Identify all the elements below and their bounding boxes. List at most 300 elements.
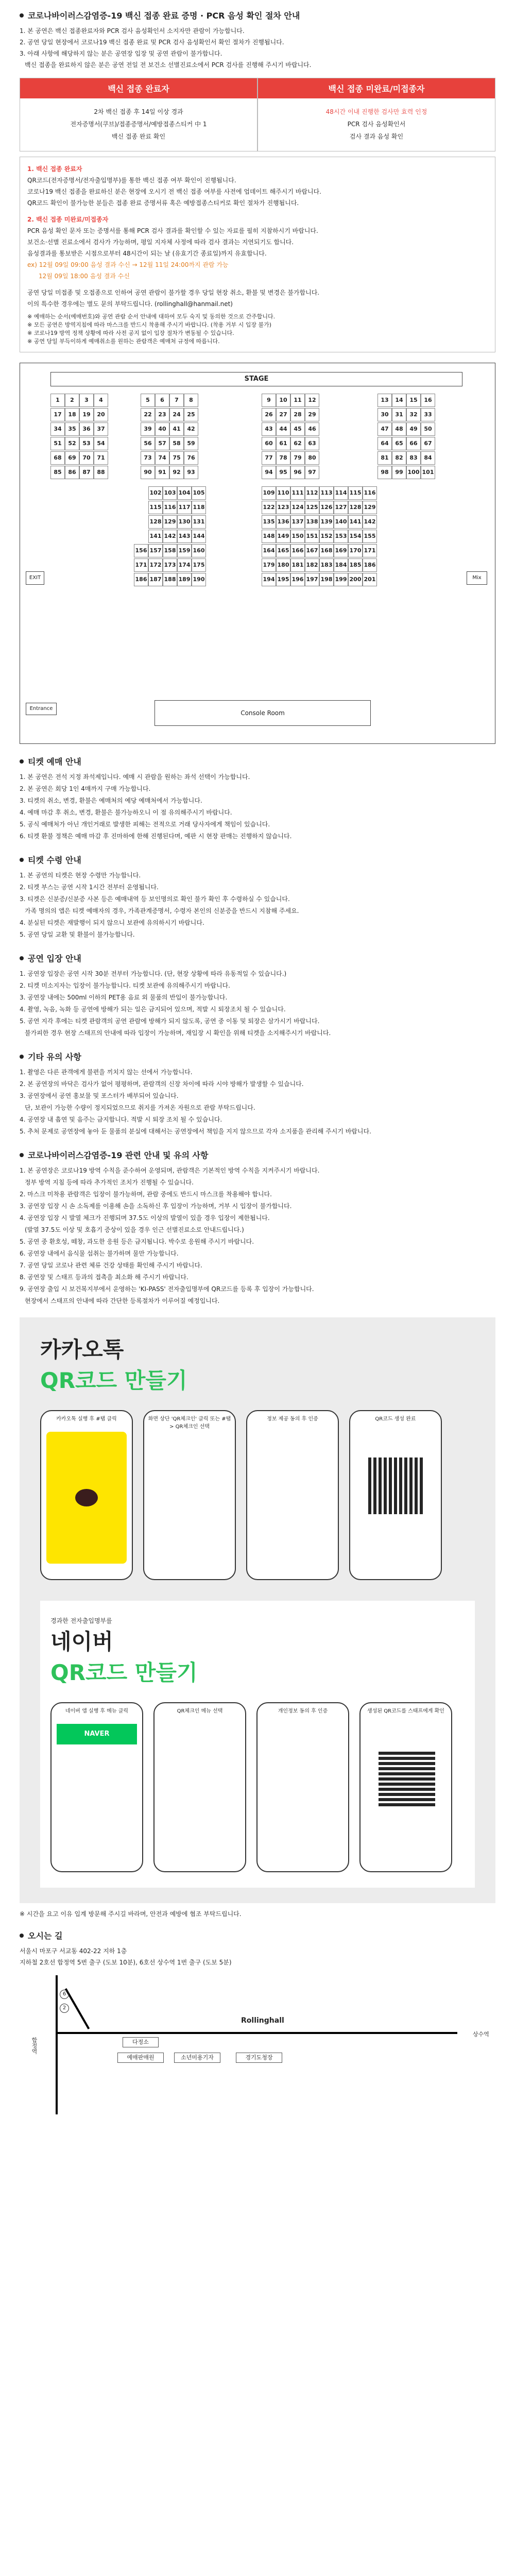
- seat-row: [262, 408, 319, 421]
- seat[interactable]: 24: [169, 408, 184, 421]
- seat-row: [262, 422, 319, 436]
- seat-row: [148, 515, 206, 529]
- seat[interactable]: 47: [377, 422, 392, 436]
- phone-mockup: [359, 1702, 452, 1872]
- list-item: 5. 공연 지각 후에는 티켓 관람객의 공연 관람에 방해가 되지 않도록, 공연 중 이동 및 퇴장은 삼가시기 바랍니다.: [20, 1018, 320, 1025]
- seat[interactable]: 164: [262, 544, 276, 557]
- seat[interactable]: 93: [184, 466, 198, 479]
- seat[interactable]: 30: [377, 408, 392, 421]
- seat[interactable]: 139: [319, 515, 334, 529]
- seat[interactable]: 114: [334, 486, 348, 500]
- seat-row: [377, 437, 435, 450]
- seat[interactable]: 83: [406, 451, 421, 465]
- seat[interactable]: 58: [169, 437, 184, 450]
- seat[interactable]: 22: [141, 408, 155, 421]
- seat[interactable]: 98: [377, 466, 392, 479]
- naver-subtitle: 경과한 전자출입명부를: [50, 1617, 112, 1624]
- list-item: 2. 공연 당일 현장에서 코로나19 백신 접종 완료 및 PCR 검사 음성확인서 확인 절차가 진행됩니다.: [20, 39, 284, 46]
- detail-example: ex) 12월 09일 09:00 음성 결과 수신: [27, 261, 130, 268]
- line-6-icon: 6: [60, 1990, 69, 1999]
- seat[interactable]: 142: [163, 530, 177, 543]
- seat[interactable]: 97: [305, 466, 319, 479]
- seat[interactable]: 59: [184, 437, 198, 450]
- seat[interactable]: 154: [348, 530, 363, 543]
- seat[interactable]: 100: [406, 466, 421, 479]
- seat[interactable]: 135: [262, 515, 276, 529]
- seat[interactable]: 160: [192, 544, 206, 557]
- list-item: 정부 방역 지침 등에 따라 추가적인 조치가 진행될 수 있습니다.: [25, 1179, 194, 1186]
- list-item: (발열 37.5도 이상 및 호흡기 증상이 있을 경우 인근 선별진료소로 안내드립니다.): [25, 1226, 244, 1233]
- seat[interactable]: 111: [290, 486, 305, 500]
- section-title: 오시는 길: [28, 1931, 63, 1941]
- seat[interactable]: 141: [148, 530, 163, 543]
- seat-row: [50, 394, 108, 407]
- unvaccinated-box: [258, 78, 495, 151]
- seat[interactable]: 194: [262, 573, 276, 586]
- phone-mockup: [256, 1702, 349, 1872]
- seat[interactable]: 37: [94, 422, 108, 436]
- seat-row: [141, 437, 198, 450]
- seat[interactable]: 188: [163, 573, 177, 586]
- seat[interactable]: 199: [334, 573, 348, 586]
- bullet-icon: [20, 13, 24, 18]
- seat[interactable]: 2: [65, 394, 79, 407]
- list-item: 백신 접종을 완료하지 않은 분은 공연 전일 전 보건소 선별진료소에서 PCR 검사를 진행해 주시기 바랍니다.: [25, 61, 312, 69]
- seat[interactable]: 115: [348, 486, 363, 500]
- seat[interactable]: 197: [305, 573, 319, 586]
- list-item: 4. 예매 마감 후 취소, 변경, 환불은 불가능하오니 이 점 유의해주시기 바랍니다.: [20, 809, 232, 816]
- seat[interactable]: 66: [406, 437, 421, 450]
- seat[interactable]: 115: [148, 501, 163, 514]
- seat[interactable]: 53: [79, 437, 94, 450]
- address: 서울시 마포구 서교동 402-22 지하 1층: [20, 1947, 127, 1955]
- section-title: 기타 유의 사항: [28, 1052, 81, 1062]
- seat[interactable]: 77: [262, 451, 276, 465]
- seat[interactable]: 70: [79, 451, 94, 465]
- detail-line: 보건소·선별 진료소에서 검사가 가능하며, 평일 지자체 사정에 따라 검사 결과는 지연되기도 합니다.: [27, 239, 294, 246]
- seat[interactable]: 130: [177, 515, 192, 529]
- seat[interactable]: 165: [276, 544, 290, 557]
- seat[interactable]: 153: [334, 530, 348, 543]
- seat[interactable]: 189: [177, 573, 192, 586]
- seat[interactable]: 44: [276, 422, 290, 436]
- seat[interactable]: 96: [290, 466, 305, 479]
- seat[interactable]: 113: [319, 486, 334, 500]
- vaccinated-box: [20, 78, 258, 151]
- seat[interactable]: 86: [65, 466, 79, 479]
- ticket-section: [20, 755, 495, 842]
- phone-mockup: [246, 1410, 339, 1580]
- seat[interactable]: 99: [392, 466, 406, 479]
- admission-section: [20, 952, 495, 1039]
- seat[interactable]: 32: [406, 408, 421, 421]
- side-right-label: Mix: [467, 571, 487, 585]
- seat-row: [377, 422, 435, 436]
- seat[interactable]: 35: [65, 422, 79, 436]
- entrance-label: Entrance: [26, 703, 57, 715]
- qr-code-icon: [368, 1458, 425, 1514]
- kakao-splash: [46, 1432, 127, 1564]
- seat[interactable]: 65: [392, 437, 406, 450]
- section-title: 티켓 수령 안내: [28, 855, 81, 865]
- seat[interactable]: 155: [363, 530, 377, 543]
- seat[interactable]: 75: [169, 451, 184, 465]
- seat[interactable]: 102: [148, 486, 163, 500]
- seat[interactable]: 170: [348, 544, 363, 557]
- seat[interactable]: 46: [305, 422, 319, 436]
- seat-row: [262, 466, 319, 479]
- subway-info: 지하철 2호선 합정역 5번 출구 (도보 10분), 6호선 상수역 1번 출구 (도보 5분): [20, 1959, 232, 1966]
- seat[interactable]: 51: [50, 437, 65, 450]
- bullet-icon: [20, 858, 24, 862]
- seat-row: [141, 451, 198, 465]
- seat[interactable]: 60: [262, 437, 276, 450]
- seat[interactable]: 171: [363, 544, 377, 557]
- seat[interactable]: 141: [348, 515, 363, 529]
- seat[interactable]: 41: [169, 422, 184, 436]
- list-item: 2. 티켓 미소지자는 입장이 불가능합니다. 티켓 보관에 유의해주시기 바랍니다.: [20, 982, 230, 989]
- list-item: 3. 티켓은 신분증/신분증 사본 등은 예매내역 등 보인명의로 확인 불가 확인 후 수령하실 수 있습니다.: [20, 895, 290, 903]
- list-item: 5. 공연 중 환호성, 떼창, 과도한 응원 등은 금지됩니다. 박수로 응원해 주시기 바랍니다.: [20, 1238, 254, 1245]
- box-header: 백신 접종 완료자: [20, 78, 257, 98]
- seat[interactable]: 80: [305, 451, 319, 465]
- exit-label: EXIT: [26, 571, 44, 585]
- seat-row: [50, 437, 108, 450]
- seat[interactable]: 169: [334, 544, 348, 557]
- seat[interactable]: 87: [79, 466, 94, 479]
- seat[interactable]: 50: [421, 422, 435, 436]
- seat[interactable]: 42: [184, 422, 198, 436]
- step-label: 카카오톡 실행 후 #탭 클릭: [56, 1416, 117, 1422]
- box-line: 48시간 이내 진행한 검사만 효력 인정: [325, 108, 427, 115]
- seat[interactable]: 126: [319, 501, 334, 514]
- seat[interactable]: 167: [305, 544, 319, 557]
- seat[interactable]: 185: [348, 558, 363, 572]
- seat[interactable]: 82: [392, 451, 406, 465]
- etc-section: [20, 1050, 495, 1138]
- seat[interactable]: 1: [50, 394, 65, 407]
- seat-row: [148, 486, 206, 500]
- seat[interactable]: 88: [94, 466, 108, 479]
- list-item: 8. 공연장 및 스태프 등과의 접촉을 최소화 해 주시기 바랍니다.: [20, 1274, 188, 1281]
- seat[interactable]: 43: [262, 422, 276, 436]
- seat[interactable]: 149: [276, 530, 290, 543]
- list-item: 2. 마스크 미착용 관람객은 입장이 불가능하며, 관람 중에도 반드시 마스크를 착용해야 합니다.: [20, 1191, 272, 1198]
- seat[interactable]: 129: [163, 515, 177, 529]
- naver-title: 네이버: [50, 1629, 113, 1654]
- seat-row: [50, 451, 108, 465]
- detail-line: QR코드 확인이 불가능한 분들은 접종 완료 증명서류 혹은 예방접종스티커로 확인 절차가 진행됩니다.: [27, 199, 299, 207]
- seat[interactable]: 95: [276, 466, 290, 479]
- seat[interactable]: 112: [305, 486, 319, 500]
- seat[interactable]: 25: [184, 408, 198, 421]
- seat[interactable]: 116: [363, 486, 377, 500]
- bullet-icon: [20, 1934, 24, 1938]
- list-item: 4. 공연장 입장 시 발열 체크가 진행되며 37.5도 이상의 발열이 있을 경우 입장이 제한됩니다.: [20, 1214, 270, 1222]
- detail-line: 음성결과를 통보받은 시점으로부터 48시간이 되는 날 (유효기간 종료일)까지 유효합니다.: [27, 250, 267, 257]
- list-item: 1. 본 공연장은 코로나19 방역 수칙을 준수하여 운영되며, 관람객은 기본적인 방역 수칙을 지켜주시기 바랍니다.: [20, 1167, 320, 1174]
- seat[interactable]: 173: [163, 558, 177, 572]
- seat-row: [262, 486, 377, 500]
- bullet-icon: [20, 1055, 24, 1059]
- kakao-logo-icon: [75, 1489, 98, 1506]
- seat-row: [377, 394, 435, 407]
- seat[interactable]: 76: [184, 451, 198, 465]
- seat[interactable]: 92: [169, 466, 184, 479]
- seat[interactable]: 117: [177, 501, 192, 514]
- seat[interactable]: 85: [50, 466, 65, 479]
- seat-row: [377, 451, 435, 465]
- seat[interactable]: 8: [184, 394, 198, 407]
- seat-row: [262, 530, 377, 543]
- list-item: 7. 공연 당일 코로나 관련 체류 건강 상태를 확인해 주시기 바랍니다.: [20, 1262, 202, 1269]
- seat[interactable]: 15: [406, 394, 421, 407]
- seat[interactable]: 74: [155, 451, 169, 465]
- location-map: [20, 1975, 495, 2114]
- seat[interactable]: 137: [290, 515, 305, 529]
- seat[interactable]: 166: [290, 544, 305, 557]
- seat[interactable]: 91: [155, 466, 169, 479]
- detail-title: 1. 백신 접종 완료자: [27, 165, 82, 173]
- box-line: 2차 백신 접종 후 14일 이상 경과: [94, 108, 183, 115]
- seat[interactable]: 136: [276, 515, 290, 529]
- location-section: [20, 1929, 495, 2114]
- seat[interactable]: 36: [79, 422, 94, 436]
- seat[interactable]: 71: [94, 451, 108, 465]
- seat-row: [262, 501, 377, 514]
- seat[interactable]: 64: [377, 437, 392, 450]
- seat[interactable]: 105: [192, 486, 206, 500]
- covid-title: 코로나바이러스감염증-19 백신 접종 완료 증명 · PCR 음성 확인 절차 안내: [20, 9, 495, 21]
- seat[interactable]: 81: [377, 451, 392, 465]
- stage-label: STAGE: [50, 372, 462, 386]
- seat[interactable]: 31: [392, 408, 406, 421]
- qr-footnote: ※ 시간을 요고 이유 입계 방문해 주시길 바라며, 안전과 예방에 협조 부탁드립니다.: [20, 1910, 242, 1918]
- seat[interactable]: 73: [141, 451, 155, 465]
- covid-rules-section: [20, 1149, 495, 1307]
- landmark: 예매판매원: [117, 2053, 164, 2063]
- seat[interactable]: 18: [65, 408, 79, 421]
- seat[interactable]: 57: [155, 437, 169, 450]
- seat[interactable]: 168: [319, 544, 334, 557]
- kakao-steps: [40, 1410, 475, 1580]
- seat[interactable]: 148: [262, 530, 276, 543]
- list-item: 4. 공연장 내 흡연 및 음주는 금지합니다. 적발 시 퇴장 조치 될 수 있습니다.: [20, 1116, 222, 1123]
- seat[interactable]: 17: [50, 408, 65, 421]
- seat[interactable]: 118: [192, 501, 206, 514]
- seat[interactable]: 180: [276, 558, 290, 572]
- phone-mockup: [50, 1702, 143, 1872]
- section-title: 코로나바이러스감염증-19 관련 안내 및 유의 사항: [28, 1150, 209, 1160]
- seat[interactable]: 143: [177, 530, 192, 543]
- seat[interactable]: 122: [262, 501, 276, 514]
- seat[interactable]: 54: [94, 437, 108, 450]
- seat[interactable]: 152: [319, 530, 334, 543]
- phone-mockup: [40, 1410, 133, 1580]
- seat[interactable]: 116: [163, 501, 177, 514]
- list-item: 2. 본 공연은 회당 1인 4매까지 구매 가능합니다.: [20, 785, 151, 792]
- list-item: 2. 본 공연장의 바닥은 검사가 없어 평평하며, 관람객의 신장 차이에 따라 시야 방해가 발생할 수 있습니다.: [20, 1080, 304, 1088]
- seat[interactable]: 150: [290, 530, 305, 543]
- seat[interactable]: 157: [148, 544, 163, 557]
- seat[interactable]: 128: [348, 501, 363, 514]
- seat[interactable]: 181: [290, 558, 305, 572]
- seat[interactable]: 5: [141, 394, 155, 407]
- seat-row: [141, 394, 198, 407]
- seat[interactable]: 23: [155, 408, 169, 421]
- seat[interactable]: 186: [134, 573, 148, 586]
- landmark: 소년미용기자: [174, 2053, 220, 2063]
- seat[interactable]: 63: [305, 437, 319, 450]
- seat[interactable]: 67: [421, 437, 435, 450]
- seat[interactable]: 144: [192, 530, 206, 543]
- seat[interactable]: 140: [334, 515, 348, 529]
- seat[interactable]: 171: [134, 558, 148, 572]
- seat[interactable]: 142: [363, 515, 377, 529]
- seat[interactable]: 196: [290, 573, 305, 586]
- seat[interactable]: 62: [290, 437, 305, 450]
- seat[interactable]: 48: [392, 422, 406, 436]
- seat[interactable]: 110: [276, 486, 290, 500]
- seat[interactable]: 84: [421, 451, 435, 465]
- step-label: 화면 상단 'QR체크인' 클릭 또는 #탭 > QR체크인 선택: [148, 1416, 231, 1430]
- seat[interactable]: 186: [363, 558, 377, 572]
- seat[interactable]: 6: [155, 394, 169, 407]
- seat[interactable]: 45: [290, 422, 305, 436]
- step-label: QR코드 생성 완료: [375, 1416, 416, 1422]
- detail-line: 코로나19 백신 접종을 완료하신 분은 현장에 오시기 전 백신 접종 여부를 사전에 업데이트 해주시기 바랍니다.: [27, 188, 321, 195]
- seat[interactable]: 69: [65, 451, 79, 465]
- seat-row: [262, 558, 377, 572]
- seat[interactable]: 9: [262, 394, 276, 407]
- list-item: 3. 티켓의 취소, 변경, 환불은 예매처의 예당 예매처에서 가능합니다.: [20, 797, 202, 804]
- box-line: 전자증명서(쿠브)/접종증명서/예방접종스티커 中 1: [70, 121, 207, 128]
- seat[interactable]: 200: [348, 573, 363, 586]
- seat[interactable]: 159: [177, 544, 192, 557]
- seat-row: [141, 422, 198, 436]
- console-room: Console Room: [154, 700, 371, 726]
- phone-mockup: [143, 1410, 236, 1580]
- seat[interactable]: 101: [421, 466, 435, 479]
- detail-title: 2. 백신 접종 미완료/미접종자: [27, 216, 109, 223]
- section-title: 공연 입장 안내: [28, 954, 81, 963]
- seat[interactable]: 94: [262, 466, 276, 479]
- seat[interactable]: 61: [276, 437, 290, 450]
- seat[interactable]: 184: [334, 558, 348, 572]
- seat-row: [148, 501, 206, 514]
- seat[interactable]: 195: [276, 573, 290, 586]
- seat-row: [134, 544, 206, 557]
- venue-marker: Rollinghall: [241, 2016, 284, 2025]
- seat[interactable]: 156: [134, 544, 148, 557]
- seat[interactable]: 198: [319, 573, 334, 586]
- seat[interactable]: 40: [155, 422, 169, 436]
- seat[interactable]: 27: [276, 408, 290, 421]
- list-item: 1. 공연장 입장은 공연 시작 30분 전부터 가능합니다. (단, 현장 상황에 따라 유동적일 수 있습니다.): [20, 970, 287, 977]
- step-label: 생성된 QR코드를 스태프에게 확인: [367, 1708, 444, 1714]
- box-line: 검사 결과 음성 확인: [349, 133, 404, 140]
- seat[interactable]: 131: [192, 515, 206, 529]
- list-item: 1. 촬영은 다른 관객에게 불편을 끼치지 않는 선에서 가능합니다.: [20, 1069, 193, 1076]
- seat[interactable]: 13: [377, 394, 392, 407]
- seat[interactable]: 20: [94, 408, 108, 421]
- seat[interactable]: 104: [177, 486, 192, 500]
- road: [56, 1975, 58, 2114]
- seat[interactable]: 68: [50, 451, 65, 465]
- seat[interactable]: 39: [141, 422, 155, 436]
- seat[interactable]: 183: [319, 558, 334, 572]
- list-item: 불가피한 경우 현장 스태프의 안내에 따라 입장이 가능하며, 재입장 시 확인을 위해 티켓을 소지해주시기 바랍니다.: [25, 1029, 331, 1037]
- seat[interactable]: 123: [276, 501, 290, 514]
- seat-map: [20, 363, 495, 744]
- seat[interactable]: 52: [65, 437, 79, 450]
- seat[interactable]: 4: [94, 394, 108, 407]
- seat[interactable]: 14: [392, 394, 406, 407]
- seat[interactable]: 79: [290, 451, 305, 465]
- seat[interactable]: 33: [421, 408, 435, 421]
- seat[interactable]: 34: [50, 422, 65, 436]
- seat[interactable]: 174: [177, 558, 192, 572]
- seat[interactable]: 182: [305, 558, 319, 572]
- seat[interactable]: 125: [305, 501, 319, 514]
- small-note: ※ 모든 공연은 방역지침에 따라 마스크를 반드시 착용해 주시기 바랍니다. (착용 거부 시 입장 불가): [27, 321, 272, 328]
- small-note: ※ 예매하는 순서(예매번호)와 공연 관람 순서 안내에 대하여 모두 숙지 및 동의한 것으로 간주합니다.: [27, 313, 276, 320]
- seat[interactable]: 201: [363, 573, 377, 586]
- seat[interactable]: 172: [148, 558, 163, 572]
- seat[interactable]: 151: [305, 530, 319, 543]
- bullet-icon: [20, 1153, 24, 1157]
- seat[interactable]: 179: [262, 558, 276, 572]
- seat[interactable]: 127: [334, 501, 348, 514]
- landmark: 경기도청장: [236, 2053, 282, 2063]
- seat-row: [148, 530, 206, 543]
- seat[interactable]: 78: [276, 451, 290, 465]
- seat[interactable]: 175: [192, 558, 206, 572]
- seat[interactable]: 29: [305, 408, 319, 421]
- seat[interactable]: 109: [262, 486, 276, 500]
- seat[interactable]: 11: [290, 394, 305, 407]
- seat[interactable]: 49: [406, 422, 421, 436]
- naver-logo: NAVER: [57, 1724, 137, 1744]
- seat[interactable]: 124: [290, 501, 305, 514]
- seat-row: [262, 573, 377, 586]
- phone-mockup: [349, 1410, 442, 1580]
- seat-row: [262, 515, 377, 529]
- seat[interactable]: 12: [305, 394, 319, 407]
- seat-row: [141, 408, 198, 421]
- seat[interactable]: 16: [421, 394, 435, 407]
- sangsu-station: 상수역: [473, 2031, 489, 2038]
- seat[interactable]: 26: [262, 408, 276, 421]
- seat[interactable]: 28: [290, 408, 305, 421]
- seat[interactable]: 90: [141, 466, 155, 479]
- seat[interactable]: 3: [79, 394, 94, 407]
- seat[interactable]: 56: [141, 437, 155, 450]
- seat[interactable]: 187: [148, 573, 163, 586]
- seat[interactable]: 158: [163, 544, 177, 557]
- seat[interactable]: 138: [305, 515, 319, 529]
- seat[interactable]: 7: [169, 394, 184, 407]
- seat[interactable]: 129: [363, 501, 377, 514]
- seat[interactable]: 103: [163, 486, 177, 500]
- seat[interactable]: 190: [192, 573, 206, 586]
- seat[interactable]: 19: [79, 408, 94, 421]
- seat[interactable]: 10: [276, 394, 290, 407]
- list-item: 현장에서 스태프의 안내에 따라 간단한 등록절차가 이루어질 예정입니다.: [25, 1297, 220, 1304]
- qr-guide-panel: [20, 1317, 495, 1903]
- seat-row: [134, 558, 206, 572]
- seat[interactable]: 128: [148, 515, 163, 529]
